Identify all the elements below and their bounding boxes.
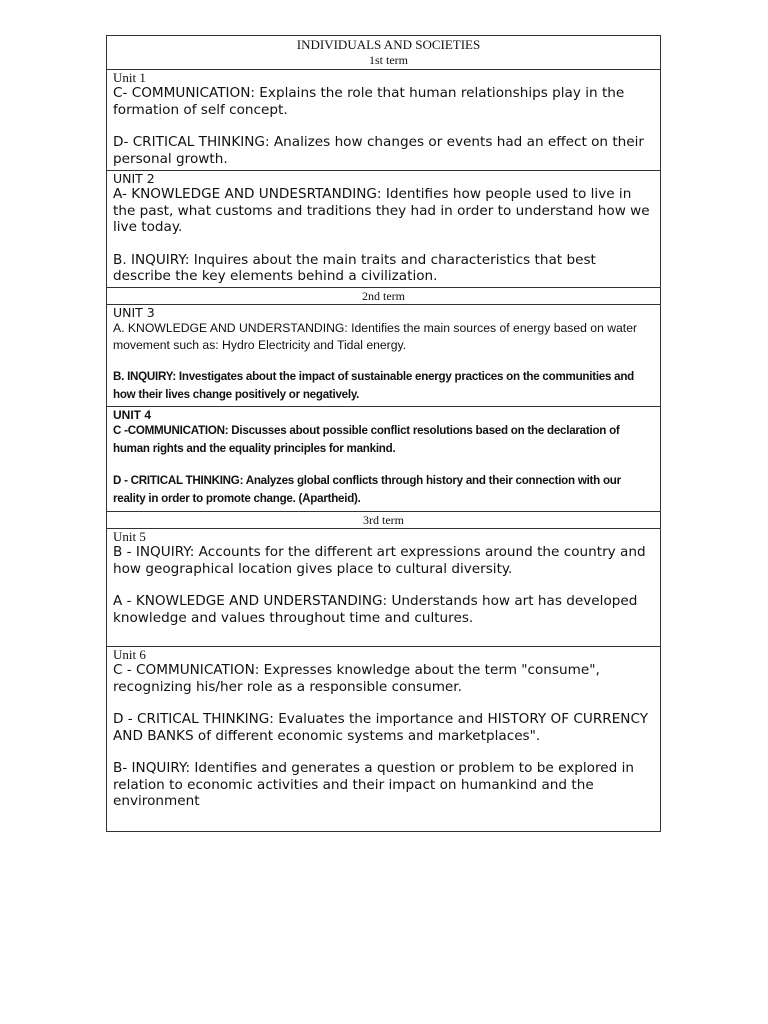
unit-3-row (107, 306, 660, 407)
unit-2-criterion-b: B. INQUIRY: Inquires about the main traits and characteristics that best describe the key elements behind a civilization. (113, 251, 596, 284)
unit-5-criterion-a: A - KNOWLEDGE AND UNDERSTANDING: Understands how art has developed knowledge and values throughout time and cultures. (113, 593, 638, 626)
unit-5-criterion-b: B - INQUIRY: Accounts for the different art expressions around the country and how geographical location gives place to cultural diversity. (113, 544, 646, 577)
term-label-1: 1st term (369, 53, 408, 67)
document-title: INDIVIDUALS AND SOCIETIES (296, 37, 481, 52)
unit-6-criterion-d: D - CRITICAL THINKING: Evaluates the importance and HISTORY OF CURRENCY AND BANKS of different economic systems and marketplaces". (113, 711, 649, 744)
unit-5-row (107, 530, 660, 647)
unit-6-criterion-c: C - COMMUNICATION: Expresses knowledge about the term "consume", recognizing his/her role as a responsible consumer. (113, 662, 600, 695)
unit-5-label: Unit 5 (113, 529, 146, 544)
curriculum-table (106, 35, 661, 832)
term-label-3: 3rd term (107, 512, 660, 529)
unit-4-label: UNIT 4 (113, 408, 152, 422)
unit-1-row (107, 71, 660, 171)
unit-3-criterion-a: A. KNOWLEDGE AND UNDERSTANDING: Identifies the main sources of energy based on water movement such as: Hydro Electricity and Tidal energy. (113, 321, 638, 352)
unit-1-label: Unit 1 (113, 70, 146, 85)
unit-2-label: UNIT 2 (113, 171, 155, 186)
unit-6-row (107, 648, 660, 831)
term-label-2: 2nd term (107, 288, 660, 305)
unit-2-criterion-a: A- KNOWLEDGE AND UNDESRTANDING: Identifies how people used to live in the past, what customs and traditions they had in order to understand how we live today. (113, 186, 650, 235)
unit-1-criterion-c: C- COMMUNICATION: Explains the role that human relationships play in the formation of self concept. (113, 85, 625, 118)
unit-3-label: UNIT 3 (113, 305, 155, 320)
table-header (107, 36, 660, 70)
unit-4-row (107, 408, 660, 512)
unit-4-criterion-c: C -COMMUNICATION: Discusses about possible conflict resolutions based on the declaration of human rights and the equality principles for mankind. (113, 424, 620, 455)
unit-6-criterion-b: B- INQUIRY: Identifies and generates a question or problem to be explored in relation to economic activities and their impact on humankind and the environment (113, 760, 634, 809)
unit-1-criterion-d: D- CRITICAL THINKING: Analizes how changes or events had an effect on their personal growth. (113, 134, 645, 167)
unit-6-label: Unit 6 (113, 647, 146, 662)
unit-2-row (107, 172, 660, 288)
unit-3-criterion-b: B. INQUIRY: Investigates about the impact of sustainable energy practices on the communities and how their lives change positively or negatively. (113, 370, 635, 401)
unit-4-criterion-d: D - CRITICAL THINKING: Analyzes global conflicts through history and their connection with our reality in order to promote change. (Apartheid). (113, 474, 621, 505)
